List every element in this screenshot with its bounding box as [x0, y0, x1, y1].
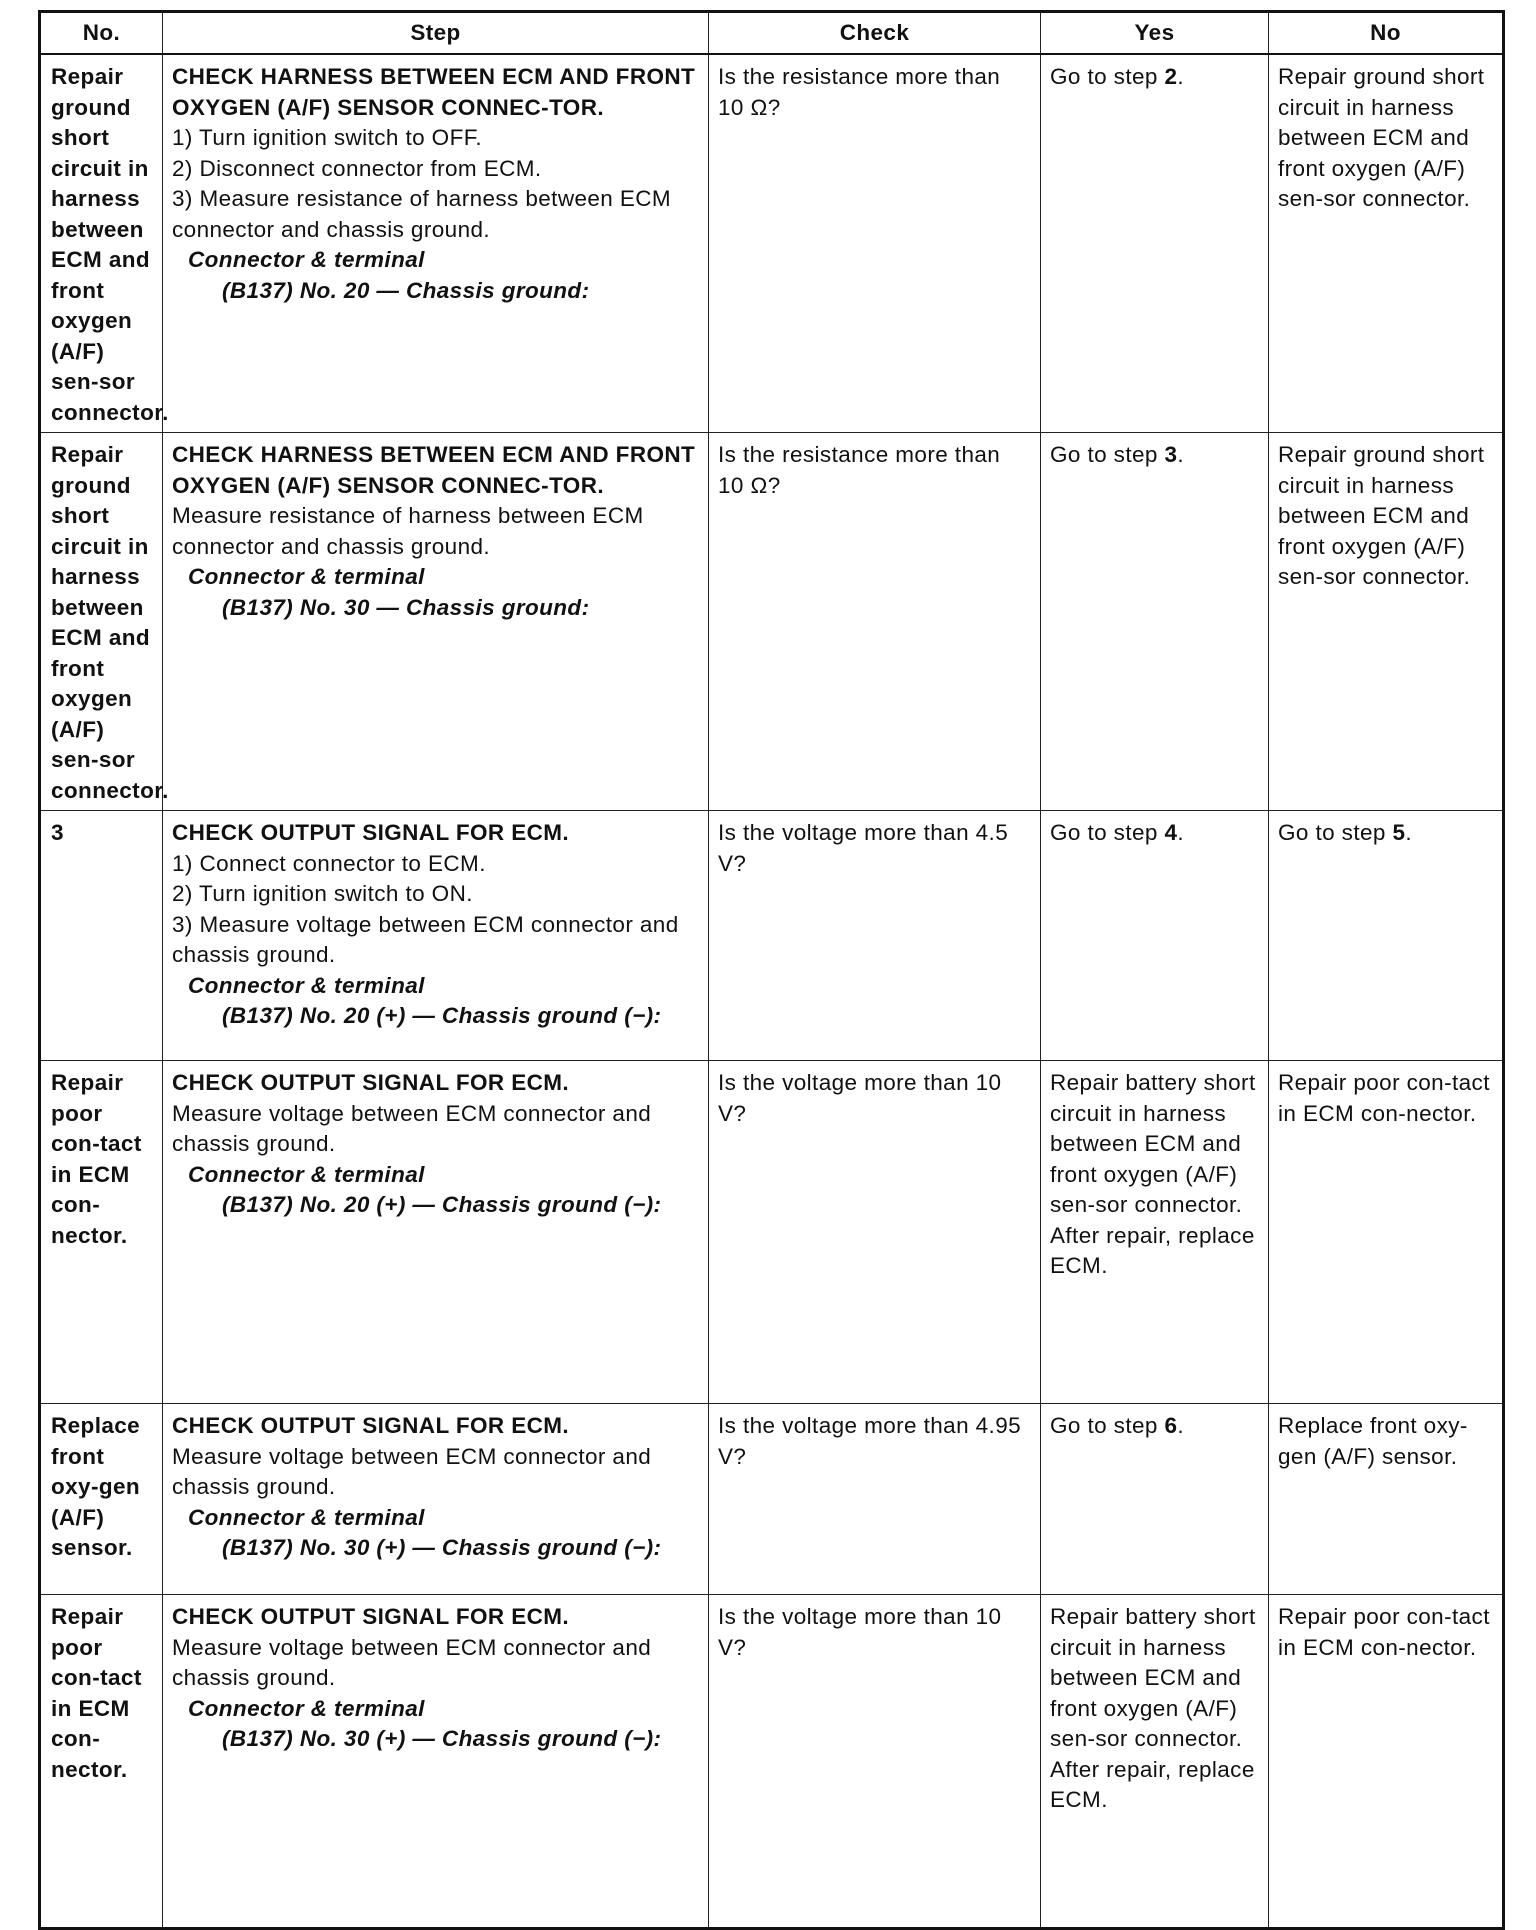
step-title: CHECK OUTPUT SIGNAL FOR ECM.	[172, 1604, 570, 1629]
no-cell	[1269, 811, 1504, 1061]
yes-go-to-step: Go to step 4.	[1050, 820, 1185, 845]
step-number: Repair poor con-tact in ECM con-nector.	[40, 1061, 163, 1404]
connector-terminal: (B137) No. 20 (+) — Chassis ground (−):	[222, 1003, 662, 1028]
no-action: Repair ground short circuit in harness between ECM and front oxygen (A/F) sen-sor connector.	[1278, 64, 1485, 211]
step-instruction: 1) Turn ignition switch to OFF.	[172, 125, 483, 150]
yes-cell	[1041, 1595, 1269, 1929]
table-header	[40, 12, 1504, 55]
yes-go-to-step: Go to step 2.	[1050, 64, 1185, 89]
no-cell	[1269, 54, 1504, 433]
step-cell	[163, 1061, 709, 1404]
yes-cell	[1041, 54, 1269, 433]
check-cell	[709, 433, 1041, 811]
check-cell	[709, 1595, 1041, 1929]
step-reference: 5	[1392, 820, 1406, 845]
no-cell	[1269, 1404, 1504, 1595]
yes-cell	[1041, 1404, 1269, 1595]
diagnostic-procedure-sheet	[38, 10, 1502, 1930]
step-cell	[163, 811, 709, 1061]
step-cell	[163, 1595, 709, 1929]
check-question: Is the voltage more than 4.95 V?	[718, 1413, 1022, 1469]
connector-label: Connector & terminal	[188, 1161, 425, 1187]
no-cell	[1269, 1061, 1504, 1404]
step-reference: 2	[1164, 64, 1178, 89]
header-yes: Yes	[1041, 12, 1269, 55]
step-number: Repair ground short circuit in harness between ECM and front oxygen (A/F) sen-sor connector.	[40, 54, 163, 433]
step-title: CHECK OUTPUT SIGNAL FOR ECM.	[172, 1070, 570, 1095]
connector-terminal: (B137) No. 30 (+) — Chassis ground (−):	[222, 1535, 662, 1560]
yes-cell	[1041, 433, 1269, 811]
step-title: CHECK HARNESS BETWEEN ECM AND FRONT OXYGEN (A/F) SENSOR CONNEC-TOR.	[172, 64, 696, 120]
check-question: Is the voltage more than 4.5 V?	[718, 820, 1009, 876]
check-cell	[709, 1061, 1041, 1404]
yes-go-to-step: Go to step 3.	[1050, 442, 1185, 467]
yes-action: Repair battery short circuit in harness between ECM and front oxygen (A/F) sen-sor connector. After repair, replace ECM.	[1050, 1070, 1256, 1278]
no-cell	[1269, 1595, 1504, 1929]
step-cell	[163, 433, 709, 811]
step-reference: 3	[1164, 442, 1178, 467]
table-row	[40, 1595, 1504, 1929]
step-number: Replace front oxy-gen (A/F) sensor.	[40, 1404, 163, 1595]
table-row	[40, 1404, 1504, 1595]
step-instruction: 2) Disconnect connector from ECM.	[172, 155, 542, 181]
table-row	[40, 811, 1504, 1061]
yes-action: Repair battery short circuit in harness between ECM and front oxygen (A/F) sen-sor connector. After repair, replace ECM.	[1050, 1604, 1256, 1812]
check-question: Is the resistance more than 10 Ω?	[718, 64, 1001, 120]
connector-label: Connector & terminal	[188, 564, 425, 589]
yes-cell	[1041, 811, 1269, 1061]
yes-cell	[1041, 1061, 1269, 1404]
step-instruction: Measure resistance of harness between ECM connector and chassis ground.	[172, 503, 644, 559]
connector-label: Connector & terminal	[188, 247, 425, 272]
step-title: CHECK HARNESS BETWEEN ECM AND FRONT OXYGEN (A/F) SENSOR CONNEC-TOR.	[172, 442, 696, 498]
connector-label: Connector & terminal	[188, 972, 425, 998]
connector-terminal: (B137) No. 20 — Chassis ground:	[222, 277, 590, 303]
step-cell	[163, 1404, 709, 1595]
step-number: Repair ground short circuit in harness between ECM and front oxygen (A/F) sen-sor connector.	[40, 433, 163, 811]
check-question: Is the voltage more than 10 V?	[718, 1604, 1002, 1660]
table-row	[40, 1061, 1504, 1404]
connector-terminal: (B137) No. 30 (+) — Chassis ground (−):	[222, 1726, 662, 1751]
step-reference: 6	[1164, 1413, 1178, 1438]
connector-terminal: (B137) No. 20 (+) — Chassis ground (−):	[222, 1192, 662, 1217]
step-title: CHECK OUTPUT SIGNAL FOR ECM.	[172, 820, 570, 845]
no-cell	[1269, 433, 1504, 811]
check-question: Is the voltage more than 10 V?	[718, 1070, 1002, 1126]
no-action: Repair ground short circuit in harness between ECM and front oxygen (A/F) sen-sor connector.	[1278, 442, 1485, 589]
table-body	[40, 54, 1504, 1929]
connector-terminal: (B137) No. 30 — Chassis ground:	[222, 594, 590, 620]
step-instruction: Measure voltage between ECM connector and chassis ground.	[172, 1634, 652, 1690]
check-question: Is the resistance more than 10 Ω?	[718, 442, 1001, 498]
header-step: Step	[163, 12, 709, 55]
step-cell	[163, 54, 709, 433]
header-no-result: No	[1269, 12, 1504, 55]
step-instruction: 2) Turn ignition switch to ON.	[172, 881, 473, 906]
header-check: Check	[709, 12, 1041, 55]
check-cell	[709, 1404, 1041, 1595]
table-row	[40, 54, 1504, 433]
step-instruction: Measure voltage between ECM connector and chassis ground.	[172, 1100, 652, 1156]
connector-label: Connector & terminal	[188, 1695, 425, 1721]
step-instruction: Measure voltage between ECM connector and chassis ground.	[172, 1443, 652, 1499]
step-reference: 4	[1164, 820, 1178, 845]
no-action: Replace front oxy-gen (A/F) sensor.	[1278, 1413, 1468, 1469]
step-instruction: 3) Measure voltage between ECM connector and chassis ground.	[172, 911, 679, 967]
step-instruction: 3) Measure resistance of harness between ECM connector and chassis ground.	[172, 186, 672, 242]
step-number: 3	[40, 811, 163, 1061]
no-action: Repair poor con-tact in ECM con-nector.	[1278, 1070, 1490, 1126]
no-action: Repair poor con-tact in ECM con-nector.	[1278, 1604, 1490, 1660]
table-row	[40, 433, 1504, 811]
header-no: No.	[40, 12, 163, 55]
step-number: Repair poor con-tact in ECM con-nector.	[40, 1595, 163, 1929]
check-cell	[709, 811, 1041, 1061]
step-instruction: 1) Connect connector to ECM.	[172, 850, 486, 876]
header-row	[40, 12, 1504, 55]
step-title: CHECK OUTPUT SIGNAL FOR ECM.	[172, 1413, 570, 1438]
connector-label: Connector & terminal	[188, 1504, 425, 1530]
yes-go-to-step: Go to step 6.	[1050, 1413, 1185, 1438]
check-cell	[709, 54, 1041, 433]
no-go-to-step: Go to step 5.	[1278, 820, 1413, 845]
diagnostic-table	[38, 10, 1505, 1930]
